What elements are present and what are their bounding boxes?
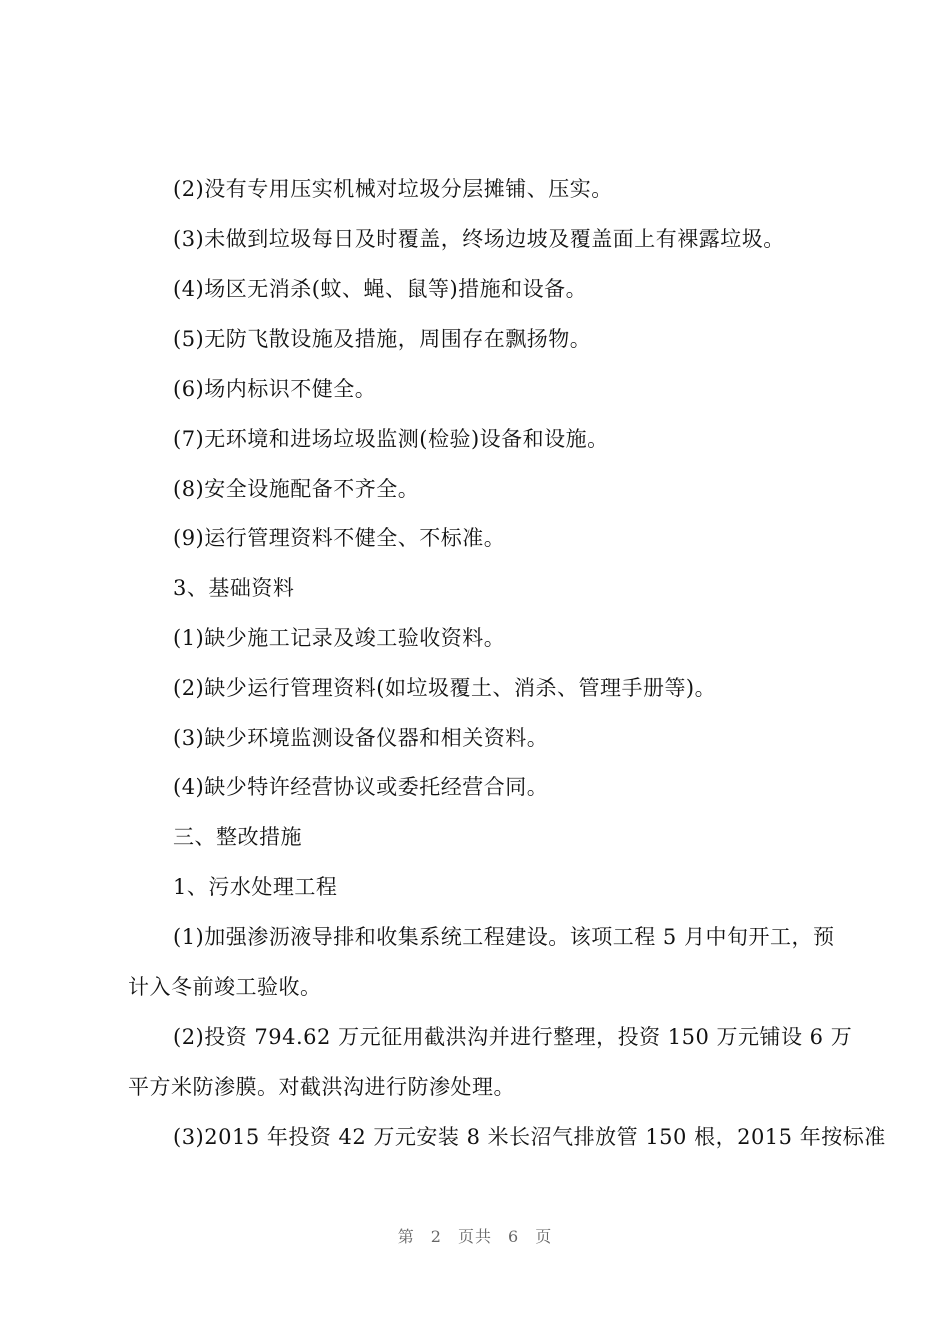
paragraph-line: (6)场内标识不健全。 (173, 377, 377, 401)
paragraph-line: (4)缺少特许经营协议或委托经营合同。 (173, 775, 549, 799)
paragraph-line: (2)投资 794.62 万元征用截洪沟并进行整理，投资 150 万元铺设 6 万 (173, 1025, 853, 1049)
paragraph-line: (9)运行管理资料不健全、不标准。 (173, 526, 506, 550)
footer-middle: 页共 (457, 1227, 492, 1246)
current-page-number: 2 (430, 1227, 442, 1246)
section-heading: 3、基础资料 (173, 576, 295, 600)
section-heading: 1、污水处理工程 (173, 875, 338, 899)
paragraph-line: (5)无防飞散设施及措施，周围存在飘扬物。 (173, 327, 592, 351)
footer-suffix: 页 (535, 1227, 553, 1246)
paragraph-line: (8)安全设施配备不齐全。 (173, 477, 420, 501)
footer-prefix: 第 (397, 1227, 415, 1246)
paragraph-line: (7)无环境和进场垃圾监测(检验)设备和设施。 (173, 427, 609, 451)
section-heading: 三、整改措施 (173, 825, 302, 849)
paragraph-line: (3)缺少环境监测设备仪器和相关资料。 (173, 726, 549, 750)
paragraph-line: (4)场区无消杀(蚊、蝇、鼠等)措施和设备。 (173, 277, 588, 301)
paragraph-line: 计入冬前竣工验收。 (128, 975, 322, 999)
paragraph-line: (2)没有专用压实机械对垃圾分层摊铺、压实。 (173, 177, 613, 201)
paragraph-line: 平方米防渗膜。对截洪沟进行防渗处理。 (128, 1075, 515, 1099)
page-footer (0, 1224, 950, 1247)
paragraph-line: (1)缺少施工记录及竣工验收资料。 (173, 626, 506, 650)
paragraph-line: (2)缺少运行管理资料(如垃圾覆土、消杀、管理手册等)。 (173, 676, 717, 700)
paragraph-line: (1)加强渗沥液导排和收集系统工程建设。该项工程 5 月中旬开工，预 (173, 925, 835, 949)
paragraph-line: (3)未做到垃圾每日及时覆盖，终场边坡及覆盖面上有裸露垃圾。 (173, 227, 785, 251)
total-pages-number: 6 (508, 1227, 520, 1246)
paragraph-line: (3)2015 年投资 42 万元安装 8 米长沼气排放管 150 根，2015 年按标准 (173, 1125, 886, 1149)
